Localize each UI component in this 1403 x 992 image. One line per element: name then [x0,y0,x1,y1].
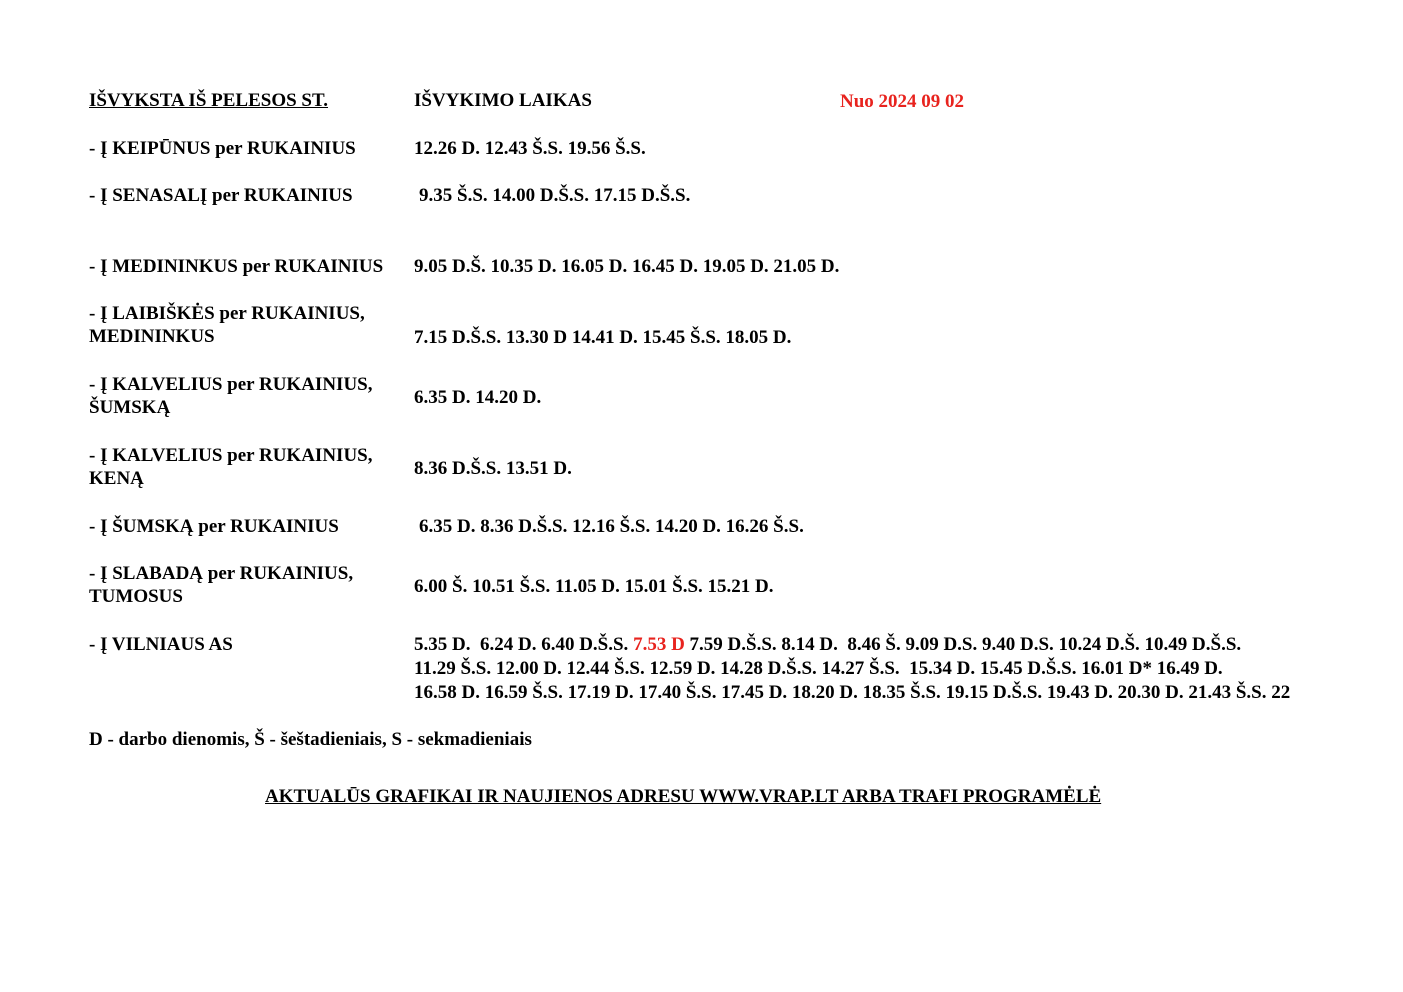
destination-line: - Į SENASALĮ per RUKAINIUS [89,185,353,206]
departure-time-heading: IŠVYKIMO LAIKAS [414,90,592,111]
route-times: 7.15 D.Š.S. 13.30 D 14.41 D. 15.45 Š.S. 18.05 D. [414,327,792,348]
route-times: 6.35 D. 8.36 D.Š.S. 12.16 Š.S. 14.20 D. 16.26 Š.S. [419,516,804,537]
times-text: 5.35 D. 6.24 D. 6.40 D.Š.S. [414,634,634,655]
route-times: 9.35 Š.S. 14.00 D.Š.S. 17.15 D.Š.S. [419,185,691,206]
destination-line: - Į KALVELIUS per RUKAINIUS, [89,374,373,395]
destination-line: - Į SLABADĄ per RUKAINIUS, [89,563,354,584]
destination-line: - Į MEDININKUS per RUKAINIUS [89,256,384,277]
destination-line: TUMOSUS [89,586,183,607]
route-destination [89,633,233,656]
route-destination [89,137,356,160]
valid-from-date: Nuo 2024 09 02 [840,91,965,112]
route-destination [89,515,339,538]
destination-line: MEDININKUS [89,326,215,347]
route-destination [89,373,372,419]
times-text: 7.59 D.Š.S. 8.14 D. 8.46 Š. 9.09 D.S. 9.40 D.S. 10.24 D.Š. 10.49 D.Š.S. [684,634,1242,655]
route-times: 6.35 D. 14.20 D. [414,387,542,408]
destination-line: - Į VILNIAUS AS [89,634,233,655]
departure-station-heading: IŠVYKSTA IŠ PELESOS ST. [89,90,329,111]
vilnius-times-line-1 [414,633,1304,657]
vilnius-times-line-3: 16.58 D. 16.59 Š.S. 17.19 D. 17.40 Š.S. 17.45 D. 18.20 D. 18.35 Š.S. 19.15 D.Š.S. 19.43 D. 20.30 D. 21.43 Š.S. 22 [414,682,1291,703]
route-destination [89,255,383,278]
destination-line: KENĄ [89,468,144,489]
route-destination [89,302,365,348]
route-destination [89,444,372,490]
route-destination [89,562,353,608]
destination-line: ŠUMSKĄ [89,397,171,418]
route-times: 8.36 D.Š.S. 13.51 D. [414,458,572,479]
destination-line: - Į KEIPŪNUS per RUKAINIUS [89,138,356,159]
route-times: 6.00 Š. 10.51 Š.S. 11.05 D. 15.01 Š.S. 15.21 D. [414,576,774,597]
route-times: 9.05 D.Š. 10.35 D. 16.05 D. 16.45 D. 19.05 D. 21.05 D. [414,256,840,277]
route-destination [89,184,353,207]
vilnius-times-line-2: 11.29 Š.S. 12.00 D. 12.44 Š.S. 12.59 D. 14.28 D.Š.S. 14.27 Š.S. 15.34 D. 15.45 D.Š.S. 16.01 D* 16.49 D. [414,658,1223,679]
vilnius-times [414,633,1304,705]
route-times: 12.26 D. 12.43 Š.S. 19.56 Š.S. [414,138,646,159]
destination-line: - Į KALVELIUS per RUKAINIUS, [89,445,373,466]
legend: D - darbo dienomis, Š - šeštadieniais, S - sekmadieniais [89,729,532,750]
footer-notice: AKTUALŪS GRAFIKAI IR NAUJIENOS ADRESU WWW.VRAP.LT ARBA TRAFI PROGRAMĖLĖ [265,786,1102,807]
destination-line: - Į ŠUMSKĄ per RUKAINIUS [89,516,339,537]
destination-line: - Į LAIBIŠKĖS per RUKAINIUS, [89,303,365,324]
highlighted-time: 7.53 D [633,634,685,655]
